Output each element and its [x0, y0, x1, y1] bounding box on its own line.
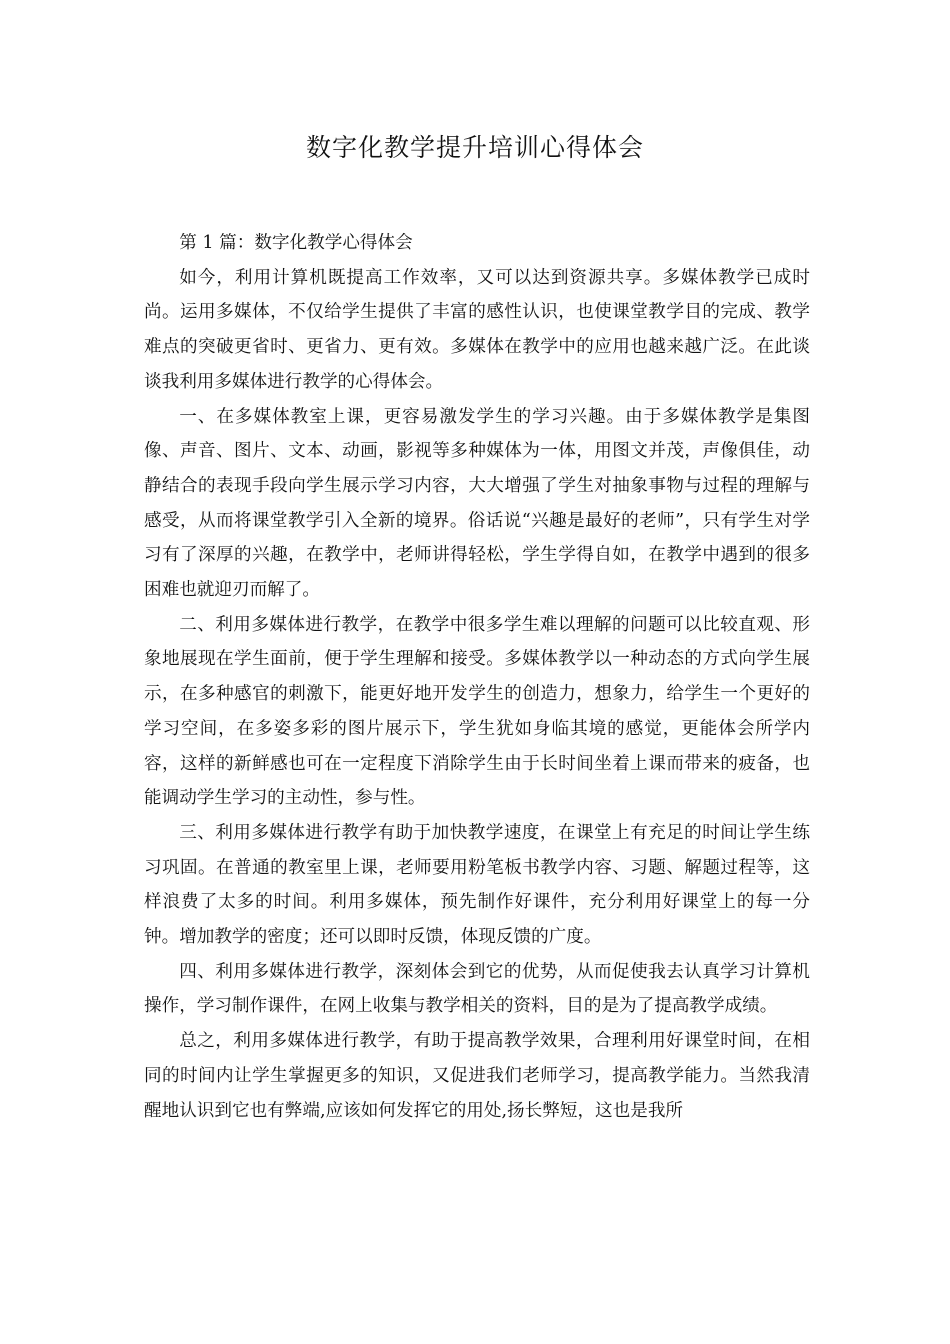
paragraph-intro: 如今，利用计算机既提高工作效率，又可以达到资源共享。多媒体教学已成时尚。运用多媒体，不仅给学生提供了丰富的感性认识，也使课堂教学目的完成、教学难点的突破更省时、更省力、更有效。多媒体在教学中的应用也越来越广泛。在此谈谈我利用多媒体进行教学的心得体会。 — [144, 267, 810, 392]
document-body — [144, 226, 810, 1128]
paragraph-point-3: 三、利用多媒体进行教学有助于加快教学速度，在课堂上有充足的时间让学生练习巩固。在普通的教室里上课，老师要用粉笔板书教学内容、习题、解题过程等，这样浪费了太多的时间。利用多媒体，预先制作好课件，充分利用好课堂上的每一分钟。增加教学的密度；还可以即时反馈，体现反馈的广度。 — [144, 822, 810, 948]
paragraph-point-2: 二、利用多媒体进行教学，在教学中很多学生难以理解的问题可以比较直观、形象地展现在学生面前，便于学生理解和接受。多媒体教学以一种动态的方式向学生展示，在多种感官的刺激下，能更好地开发学生的创造力，想象力，给学生一个更好的学习空间，在多姿多彩的图片展示下，学生犹如身临其境的感觉，更能体会所学内容，这样的新鲜感也可在一定程度下消除学生由于长时间坐着上课而带来的疲备，也能调动学生学习的主动性，参与性。 — [144, 614, 810, 809]
document-title: 数字化教学提升培训心得体会 — [305, 133, 644, 162]
paragraph-point-4: 四、利用多媒体进行教学，深刻体会到它的优势，从而促使我去认真学习计算机操作，学习制作课件，在网上收集与教学相关的资料，目的是为了提高教学成绩。 — [144, 961, 810, 1017]
section-heading: 第 1 篇：数字化教学心得体会 — [179, 233, 413, 253]
paragraph-conclusion: 总之，利用多媒体进行教学，有助于提高教学效果，合理利用好课堂时间，在相同的时间内让学生掌握更多的知识，又促进我们老师学习，提高教学能力。当然我清醒地认识到它也有弊端,应该如何发挥它的用处,扬长弊短，这也是我所 — [144, 1031, 810, 1121]
paragraph-point-1: 一、在多媒体教室上课，更容易激发学生的学习兴趣。由于多媒体教学是集图像、声音、图片、文本、动画，影视等多种媒体为一体，用图文并茂，声像俱佳，动静结合的表现手段向学生展示学习内容，大大增强了学生对抽象事物与过程的理解与感受，从而将课堂教学引入全新的境界。俗话说“兴趣是最好的老师”，只有学生对学习有了深厚的兴趣，在教学中，老师讲得轻松，学生学得自如，在教学中遇到的很多困难也就迎刃而解了。 — [144, 406, 810, 601]
